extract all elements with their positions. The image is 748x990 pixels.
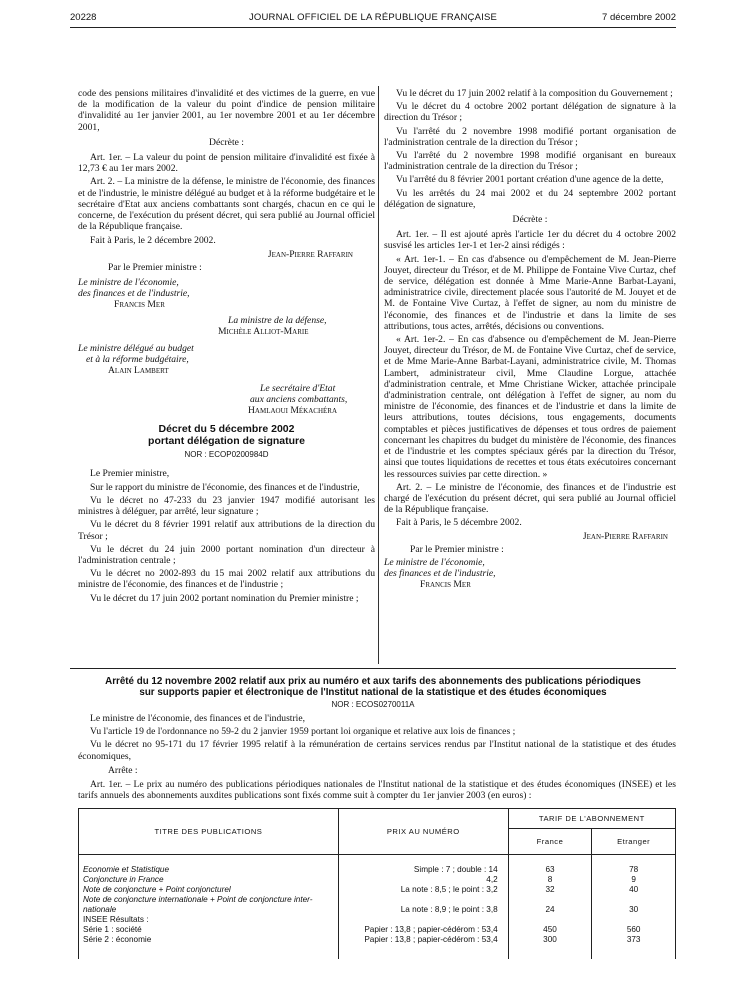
table-cell-prix: Simple : 7 ; double : 14 [413, 865, 498, 874]
table-cell-prix [339, 895, 508, 905]
signature-main [384, 531, 676, 542]
arrete-article-1: Art. 1er. – Le prix au numéro des publications périodiques nationales de l'Institut national de la statistique et des études économiques (INSEE) et les tarifs annuels des abonnements auxdites publications sont fixés comme suit à compter du 1er janvier 2003 (en euros) : [78, 779, 676, 802]
etranger-column [592, 855, 676, 959]
table-cell-france: 24 [545, 905, 555, 914]
column-divider [378, 86, 379, 664]
table-cell-titre: Economie et Statistique [83, 865, 170, 874]
decrete-heading: Décrète : [512, 214, 548, 226]
visa: Vu l'arrêté du 2 novembre 1998 modifié organisant en bureaux l'administration centrale de la direction du Trésor ; [384, 150, 676, 173]
header-rule [70, 27, 676, 28]
arrete-minister: Le ministre de l'économie, des finances et de l'industrie, [90, 713, 305, 724]
visa: Sur le rapport du ministre de l'économie, des finances et de l'industrie, [90, 481, 360, 493]
col-header-tarif: TARIF DE L'ABONNEMENT [508, 809, 675, 829]
signature-title: des finances et de l'industrie, [78, 288, 190, 300]
visa: Vu le décret du 24 juin 2000 portant nomination d'un directeur à l'administration centrale ; [78, 543, 375, 566]
arrete-body [78, 713, 676, 803]
table-cell-titre: nationale [83, 905, 117, 914]
col-header-france: France [508, 829, 592, 855]
table-cell-france [509, 895, 592, 905]
par-premier-ministre: Par le Premier ministre : [108, 261, 202, 273]
table-cell-titre: Conjoncture in France [83, 875, 164, 884]
visa: Vu les arrêtés du 24 mai 2002 et du 24 septembre 2002 portant délégation de signature, [384, 187, 676, 210]
signature-main [78, 249, 375, 260]
signature-title: et à la réforme budgétaire, [86, 354, 189, 366]
visa: Vu le décret du 17 juin 2002 portant nomination du Premier ministre ; [90, 592, 359, 604]
table-cell-france: 8 [547, 875, 553, 884]
visa: Vu le décret du 4 octobre 2002 portant délégation de signature à la direction du Trésor ; [384, 101, 676, 124]
journal-title: JOURNAL OFFICIEL DE LA RÉPUBLIQUE FRANÇAISE [248, 12, 498, 23]
fait-a-paris: Fait à Paris, le 5 décembre 2002. [396, 517, 522, 529]
table-cell-etranger: 560 [626, 925, 641, 934]
visa: Vu le décret no 47-233 du 23 janvier 1947 modifié autorisant les ministres à déléguer, par arrêté, leur signature ; [78, 494, 375, 518]
table-cell-france: 450 [543, 925, 557, 934]
col-header-prix: PRIX AU NUMÉRO [338, 809, 508, 855]
signature-defense [78, 315, 375, 337]
article-1: Art. 1er. – La valeur du point de pension militaire d'invalidité est fixée à 12,73 € au 1er mars 2002. [78, 152, 375, 175]
par-premier-ministre: Par le Premier ministre : [410, 543, 504, 555]
table-cell-prix: Papier : 13,8 ; papier-cédérom : 53,4 [364, 925, 498, 934]
page-number: 20228 [70, 12, 97, 23]
visa: Vu l'article 19 de l'ordonnance no 59-2 du 2 janvier 1959 portant loi organique et relative aux lois de finances ; [90, 726, 516, 738]
signature-name: Michèle Alliot-Marie [218, 325, 309, 337]
table-cell-etranger: 373 [626, 935, 641, 944]
table-cell-titre: Note de conjoncture + Point conjoncturel [83, 885, 231, 894]
table-cell-prix [339, 915, 508, 925]
signer-name: Jean-Pierre Raffarin [582, 530, 668, 542]
decree-title-line: portant délégation de signature [148, 434, 305, 447]
decree-title [78, 424, 375, 447]
visa: Vu le décret du 17 juin 2002 relatif à la composition du Gouvernement ; [396, 88, 673, 99]
signature-name: Francis Mer [420, 579, 471, 591]
article-2: Art. 2. – La ministre de la défense, le ministre de l'économie, des finances et de l'industrie, le ministre délégué au budget et à la réforme budgétaire et le secrétaire d'Etat aux anciens combattants sont chargés, chacun en ce qui le concerne, de l'exécution du présent décret, qui sera publié au Journal officiel de la République française. [78, 176, 375, 233]
visa: Vu le décret no 95-171 du 17 février 1995 relatif à la rémunération de certains services rendus par l'Institut national de la statistique et des études économiques, [78, 739, 676, 762]
left-column [78, 88, 375, 606]
table-cell-etranger: 40 [629, 885, 639, 894]
table-cell-france [509, 915, 592, 925]
col-header-titre: TITRE DES PUBLICATIONS [79, 809, 339, 855]
arrete-title-line: Arrêté du 12 novembre 2002 relatif aux prix au numéro et aux tarifs des abonnements des publications périodiques [105, 676, 641, 687]
arrete-title-line: sur supports papier et électronique de l'Institut national de la statistique et des études économiques [139, 687, 607, 698]
signature-anciens-combattants [78, 383, 375, 417]
signer-name: Jean-Pierre Raffarin [267, 248, 353, 260]
signature-title: des finances et de l'industrie, [384, 568, 496, 580]
decree-title-line: Décret du 5 décembre 2002 [158, 423, 295, 436]
issue-date: 7 décembre 2002 [602, 12, 676, 23]
article-2: Art. 2. – Le ministre de l'économie, des finances et de l'industrie est chargé de l'exécution du présent décret, qui sera publié au Journal officiel de la République française. [384, 481, 676, 516]
signature-title: La ministre de la défense, [228, 314, 327, 326]
table-cell-prix: La note : 8,9 ; le point : 3,8 [400, 905, 498, 914]
table-cell-etranger [592, 895, 675, 905]
table-cell-etranger: 9 [631, 875, 636, 884]
signature-name: Hamlaoui Mékachéra [248, 405, 338, 417]
col-header-etranger: Etranger [592, 829, 676, 855]
table-cell-titre: Note de conjoncture internationale + Point de conjoncture inter- [83, 895, 313, 904]
signature-title: aux anciens combattants, [250, 393, 348, 405]
table-cell-etranger [592, 915, 675, 925]
visa: Vu l'arrêté du 8 février 2001 portant création d'une agence de la dette, [396, 174, 664, 186]
signature-name: Francis Mer [114, 299, 165, 311]
table-cell-titre: INSEE Résultats : [83, 915, 149, 924]
signature-economie [384, 557, 676, 591]
signature-economie [78, 277, 375, 311]
titre-column [79, 855, 339, 959]
article-1-1: « Art. 1er-1. – En cas d'absence ou d'empêchement de M. Jean-Pierre Jouyet, directeur du Trésor, et de M. Philippe de Fontaine Vive Curtaz, chef de service, délégation est donnée à Mme Marie-Anne Barbat-Layani, administratrice civile, directement placée sous l'autorité de M. Jouyet et de M. de Fontaine Vive Curtaz, à l'effet de signer, au nom du ministre de l'économie, des finances et de l'industrie et dans la limite de ses attributions, tous actes, arrêtés, décisions ou conventions. [384, 253, 676, 332]
signature-title: Le secrétaire d'Etat [260, 382, 336, 394]
decree-nor: NOR : ECOP0200984D [184, 450, 269, 460]
section-rule [70, 668, 676, 669]
intro-paragraph: code des pensions militaires d'invalidité et des victimes de la guerre, en vue de la modification de la valeur du point d'indice de pension militaire d'invalidité au 1er janvier 2001, au 1er novembre 2001 et au 1er décembre 2001, [78, 88, 375, 133]
table-cell-france: 63 [545, 865, 555, 874]
table-cell-prix: La note : 8,5 ; le point : 3,2 [400, 885, 498, 894]
article-1-2: « Art. 1er-2. – En cas d'absence ou d'empêchement de M. Jean-Pierre Jouyet, directeur du Trésor, de M. de Fontaine Vive Curtaz, chef de service, et de Mme Marie-Anne Barbat-Layani, administratrice civile, M. Thomas Lambert, administrateur civil, Mme Claudine Lorgue, attachée d'administration centrale, et Mme Christiane Wicker, attachée principale d'administration centrale, ont délégation à l'effet de signer, au nom du ministre de l'économie, des finances et de l'industrie et dans la limite de leurs attributions, toutes décisions, tous engagements, documents comptables et pièces justificatives de dépenses et tous ordres de paiement concernant les chapitres du budget du ministère de l'économie, des finances et de l'industrie et les comptes spéciaux gérés par la direction du Trésor, ainsi que toutes liquidations de recettes et tous états exécutoires concernant les ressources suivies par cette direction. » [384, 334, 676, 480]
fait-a-paris: Fait à Paris, le 2 décembre 2002. [90, 235, 216, 247]
arrete-title [70, 676, 676, 698]
table-cell-etranger: 78 [629, 865, 639, 874]
signature-budget [78, 343, 375, 377]
table-cell-france: 300 [543, 935, 557, 944]
premier-ministre: Le Premier ministre, [90, 468, 170, 480]
signature-title: Le ministre de l'économie, [384, 556, 485, 568]
prix-column [338, 855, 508, 959]
right-column [384, 88, 676, 593]
table-cell-etranger: 30 [629, 905, 639, 914]
arrete-nor: NOR : ECOS0270011A [331, 700, 415, 709]
table-cell-prix: Papier : 13,8 ; papier-cédérom : 53,4 [364, 935, 498, 944]
tarifs-table [78, 808, 676, 959]
table-cell-titre: Série 1 : société [83, 925, 142, 934]
visa: Vu l'arrêté du 2 novembre 1998 modifié portant organisation de l'administration centrale de la direction du Trésor ; [384, 125, 676, 148]
france-column [508, 855, 592, 959]
signature-title: Le ministre délégué au budget [78, 343, 194, 355]
signature-title: Le ministre de l'économie, [78, 277, 179, 289]
arrete-heading: Arrête : [108, 764, 138, 776]
table-cell-titre: Série 2 : économie [83, 935, 152, 944]
decrete-heading: Décrète : [209, 136, 244, 148]
visa: Vu le décret no 2002-893 du 15 mai 2002 relatif aux attributions du ministre de l'économie, des finances et de l'industrie ; [78, 568, 375, 591]
visa: Vu le décret du 8 février 1991 relatif aux attributions de la direction du Trésor ; [78, 519, 375, 542]
signature-name: Alain Lambert [108, 365, 169, 377]
table-cell-france: 32 [545, 885, 555, 894]
table-cell-prix: 4,2 [486, 875, 498, 884]
article-1: Art. 1er. – Il est ajouté après l'article 1er du décret du 4 octobre 2002 susvisé les articles 1er-1 et 1er-2 ainsi rédigés : [384, 229, 676, 252]
